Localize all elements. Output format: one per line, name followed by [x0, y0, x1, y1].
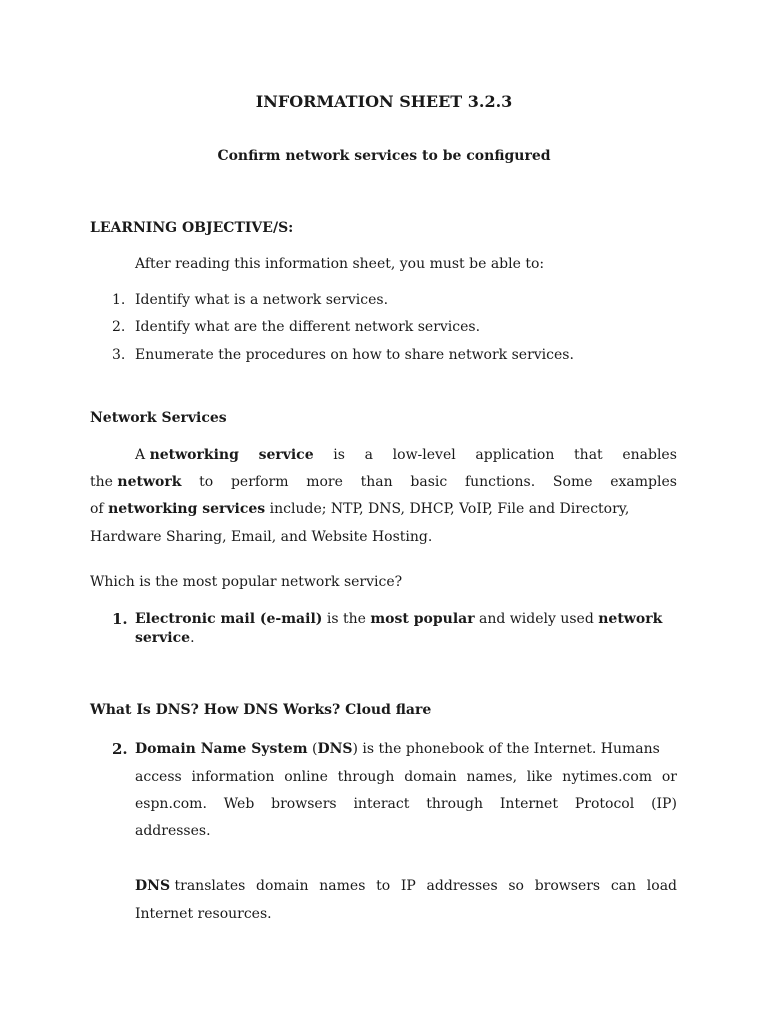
word: domain [404, 769, 457, 785]
objective-text-3: Enumerate the procedures on how to share network services. [135, 347, 574, 363]
word: and widely used [474, 611, 599, 627]
word: Web [223, 796, 255, 812]
word: so [508, 878, 524, 894]
item-num-1: 1. [112, 610, 128, 628]
word: browsers [271, 796, 337, 812]
bold-term: DNS [135, 878, 171, 894]
bold-term: network [598, 611, 663, 627]
word: nytimes.com [562, 769, 653, 785]
page-title: INFORMATION SHEET 3.2.3 [255, 92, 513, 111]
word: names, [466, 769, 518, 785]
word: can [610, 878, 637, 894]
dns-item-line-1 [135, 739, 660, 759]
bold-term: networking services [108, 501, 266, 517]
word: Some [552, 474, 593, 490]
word: is [333, 447, 345, 463]
bold-term: Electronic mail (e-mail) [135, 611, 323, 627]
objective-text-1: Identify what is a network services. [135, 292, 389, 308]
email-item-line-1 [135, 609, 662, 629]
word: names [319, 878, 366, 894]
dns-para-line-1 [135, 876, 677, 896]
bold-term: service [258, 447, 314, 463]
word: through [337, 769, 395, 785]
word: the [90, 474, 113, 490]
word: A [135, 447, 146, 463]
word: basic [410, 474, 448, 490]
bold-term: networking [149, 447, 239, 463]
word: include; NTP, DNS, DHCP, VoIP, File and Directory, [269, 501, 630, 517]
word: low-level [392, 447, 456, 463]
objectives-intro: After reading this information sheet, you must be able to: [135, 256, 545, 272]
dns-item-line-4: addresses. [135, 823, 211, 839]
dns-item-line-2 [135, 767, 677, 787]
word: than [360, 474, 393, 490]
word: (IP) [651, 796, 677, 812]
ns-paragraph-line-2 [90, 472, 677, 492]
word: interact [353, 796, 410, 812]
word: addresses [426, 878, 498, 894]
word: of [90, 501, 104, 517]
word: IP [400, 878, 416, 894]
word: enables [622, 447, 677, 463]
ns-paragraph-line-4: Hardware Sharing, Email, and Website Hosting. [90, 529, 433, 545]
word: Protocol [574, 796, 635, 812]
ns-paragraph-line-1 [135, 445, 677, 465]
word: to [376, 878, 391, 894]
word: ( [307, 741, 318, 757]
objective-num-2: 2. [112, 319, 126, 335]
dns-item-line-3 [135, 794, 677, 814]
word: espn.com. [135, 796, 207, 812]
word: that [574, 447, 603, 463]
popular-question: Which is the most popular network service? [90, 574, 403, 590]
word: ) is the phonebook of the Internet. Humans [352, 741, 660, 757]
word: information [191, 769, 275, 785]
bold-term: most popular [370, 611, 475, 627]
word: functions. [464, 474, 536, 490]
objective-num-1: 1. [112, 292, 126, 308]
word: or [661, 769, 677, 785]
bold-term: service [135, 630, 191, 646]
word: a [364, 447, 373, 463]
email-item-line-2 [135, 628, 195, 648]
bold-term: network [117, 474, 182, 490]
dns-heading: What Is DNS? How DNS Works? Cloud flare [90, 702, 432, 718]
bold-term: DNS [317, 741, 353, 757]
word: Internet [499, 796, 558, 812]
objectives-heading: LEARNING OBJECTIVE/S: [90, 220, 294, 236]
word: application [475, 447, 555, 463]
page-subtitle: Confirm network services to be configured [217, 148, 551, 164]
objective-text-2: Identify what are the different network services. [135, 319, 481, 335]
word: load [646, 878, 677, 894]
word: translates [174, 878, 246, 894]
word: to [199, 474, 214, 490]
word: like [526, 769, 553, 785]
objective-num-3: 3. [112, 347, 126, 363]
word: online [284, 769, 328, 785]
network-services-heading: Network Services [90, 410, 227, 426]
word: . [190, 630, 195, 646]
item-num-2: 2. [112, 740, 128, 758]
word: domain [256, 878, 309, 894]
word: is the [322, 611, 371, 627]
word: perform [230, 474, 289, 490]
dns-para-line-2: Internet resources. [135, 906, 272, 922]
word: access [135, 769, 182, 785]
ns-paragraph-line-3 [90, 499, 629, 519]
word: through [426, 796, 484, 812]
word: examples [610, 474, 677, 490]
bold-term: Domain Name System [135, 741, 308, 757]
word: browsers [534, 878, 601, 894]
word: more [306, 474, 343, 490]
